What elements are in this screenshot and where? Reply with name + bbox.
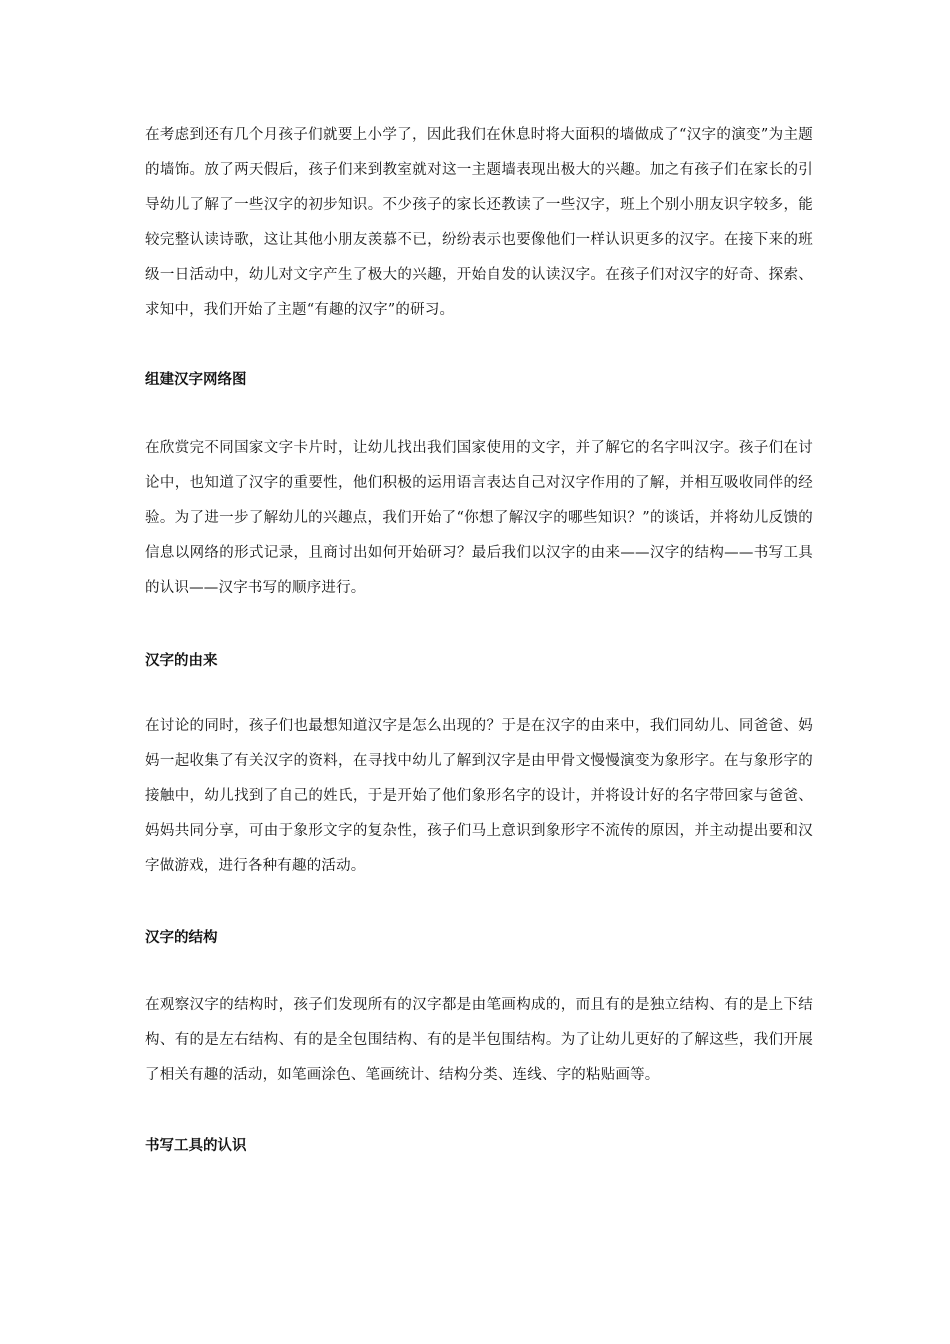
section-heading-tools: 书写工具的认识: [145, 1138, 247, 1154]
section-heading-structure: 汉字的结构: [145, 930, 218, 946]
section-body-network: 在欣赏完不同国家文字卡片时，让幼儿找出我们国家使用的文字，并了解它的名字叫汉字。孩子们在讨论中，也知道了汉字的重要性，他们积极的运用语言表达自己对汉字作用的了解，并相互吸收同伴的经验。为了进一步了解幼儿的兴趣点，我们开始了“你想了解汉字的哪些知识？”的谈话，并将幼儿反馈的信息以网络的形式记录，且商讨出如何开始研习？最后我们以汉字的由来——汉字的结构——书写工具的认识——汉字书写的顺序进行。: [145, 440, 813, 596]
section-body-structure: 在观察汉字的结构时，孩子们发现所有的汉字都是由笔画构成的，而且有的是独立结构、有的是上下结构、有的是左右结构、有的是全包围结构、有的是半包围结构。为了让幼儿更好的了解这些，我们开展了相关有趣的活动，如笔画涂色、笔画统计、结构分类、连线、字的粘贴画等。: [145, 997, 813, 1083]
intro-paragraph: 在考虑到还有几个月孩子们就要上小学了，因此我们在休息时将大面积的墙做成了“汉字的演变”为主题的墙饰。放了两天假后，孩子们来到教室就对这一主题墙表现出极大的兴趣。加之有孩子们在家长的引导幼儿了解了一些汉字的初步知识。不少孩子的家长还教读了一些汉字，班上个别小朋友识字较多，能较完整认读诗歌，这让其他小朋友羡慕不已，纷纷表示也要像他们一样认识更多的汉字。在接下来的班级一日活动中，幼儿对文字产生了极大的兴趣，开始自发的认读汉字。在孩子们对汉字的好奇、探索、求知中，我们开始了主题“有趣的汉字”的研习。: [145, 127, 813, 318]
section-heading-origin: 汉字的由来: [145, 653, 218, 669]
section-body-origin: 在讨论的同时，孩子们也最想知道汉字是怎么出现的？于是在汉字的由来中，我们同幼儿、同爸爸、妈妈一起收集了有关汉字的资料，在寻找中幼儿了解到汉字是由甲骨文慢慢演变为象形字。在与象形字的接触中，幼儿找到了自己的姓氏，于是开始了他们象形名字的设计，并将设计好的名字带回家与爸爸、妈妈共同分享，可由于象形文字的复杂性，孩子们马上意识到象形字不流传的原因，并主动提出要和汉字做游戏，进行各种有趣的活动。: [145, 718, 813, 874]
section-heading-network: 组建汉字网络图: [145, 372, 247, 388]
